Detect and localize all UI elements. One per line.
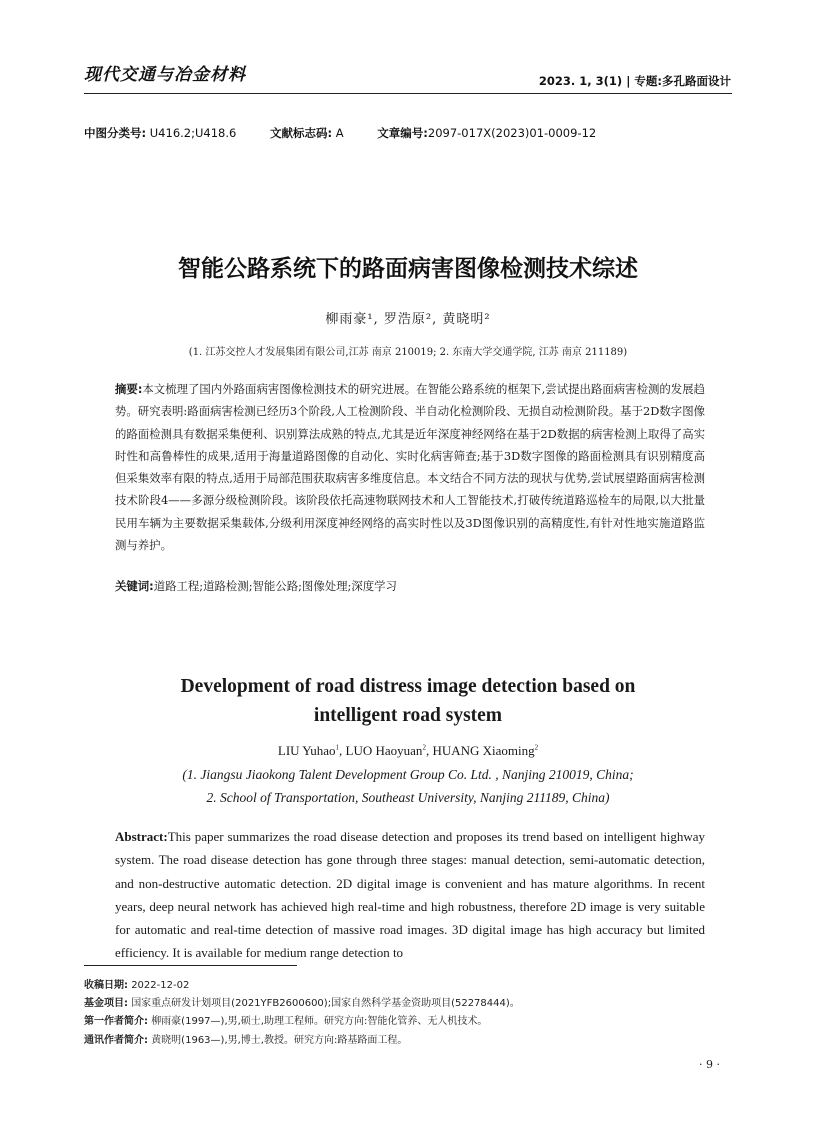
en-abstract-label: Abstract:: [115, 829, 168, 844]
footnote-corr-author: [84, 1031, 734, 1046]
en-abstract-text: This paper summarizes the road disease detection and proposes its trend based on intelligent highway system. The road disease detection has gone through three stages: manual detection, semi-automatic detection, and non-destructive automatic detection. 2D digital image is convenient and has mature algorithms. In recent years, deep neural network has achieved high real-time and high robustness, therefore 2D image is very suitable for automatic and real-time detection of massive road images. 3D digital image has high accuracy but limited efficiency. It is available for medium range detection to: [115, 829, 705, 961]
cn-affiliation: (1. 江苏交控人才发展集团有限公司,江苏 南京 210019; 2. 东南大学交通学院, 江苏 南京 211189): [188, 347, 628, 358]
en-author-1: LIU Yuhao: [277, 743, 336, 758]
en-title: [84, 672, 732, 730]
article-meta: [84, 125, 626, 141]
cn-abstract: [115, 378, 705, 556]
doc-code-value: A: [335, 126, 344, 140]
footnote-first-author: [84, 1012, 734, 1027]
cn-authors: 柳雨豪¹, 罗浩原², 黄晓明²: [325, 312, 491, 327]
first-author-label: 第一作者简介:: [84, 1016, 148, 1027]
article-no-label: 文章编号:: [377, 126, 428, 140]
en-authors: LIU Yuhao$^1$, LUO Haoyuan$^2$, HUANG Xiaoming$^2$: [277, 743, 539, 758]
cn-title: 智能公路系统下的路面病害图像检测技术综述: [178, 256, 638, 282]
en-title-line2: intelligent road system: [313, 705, 503, 726]
doc-code-label: 文献标志码:: [269, 126, 333, 140]
issue-info: 2023. 1, 3(1) | 专题:多孔路面设计: [538, 74, 731, 88]
cn-keywords-text: 道路工程;道路检测;智能公路;图像处理;深度学习: [153, 579, 397, 593]
en-affil-line2: 2. School of Transportation, Southeast University, Nanjing 211189, China): [206, 790, 610, 805]
clc-value: U416.2;U418.6: [149, 126, 237, 140]
en-author-3-sup: 2: [534, 743, 539, 752]
footnote-received: [84, 976, 734, 991]
en-affil-line1: (1. Jiangsu Jiaokong Talent Development Group Co. Ltd. , Nanjing 210019, China;: [182, 767, 634, 782]
en-author-1-sup: 1: [335, 743, 340, 752]
cn-keywords: [115, 578, 705, 594]
en-title-line1: Development of road distress image detection based on: [180, 676, 636, 697]
received-value: 2022-12-02: [131, 980, 190, 991]
cn-abstract-text: 本文梳理了国内外路面病害图像检测技术的研究进展。在智能公路系统的框架下,尝试提出路面病害检测的发展趋势。研究表明:路面病害检测已经历3个阶段,人工检测阶段、半自动化检测阶段、无损自动检测阶段。基于2D数字图像的路面检测具有数据采集便利、识别算法成熟的特点,尤其是近年深度神经网络在基于2D数据的病害检测上取得了高实时性和高鲁棒性的成果,适用于海量道路图像的自动化、实时化病害筛查;基于3D数字图像的路面检测具有识别精度高但采集效率有限的特点,适用于局部范围获取病害多维度信息。本文结合不同方法的现状与优势,尝试展望路面病害检测技术阶段4——多源分级检测阶段。该阶段依托高速物联网技术和人工智能技术,打破传统道路巡检车的局限,以大批量民用车辆为主要数据采集载体,分级利用深度神经网络的高实时性以及3D图像识别的高精度性,有针对性地实施道路监测与养护。: [115, 382, 705, 553]
article-no-value: 2097-017X(2023)01-0009-12: [427, 126, 597, 140]
fund-label: 基金项目:: [84, 998, 128, 1009]
corr-author-label: 通讯作者简介:: [84, 1035, 148, 1046]
en-abstract: [115, 825, 705, 965]
en-author-2: LUO Haoyuan: [345, 743, 423, 758]
en-affiliation: [84, 763, 732, 809]
en-author-2-sup: 2: [422, 743, 426, 752]
footnote-rule: [84, 965, 297, 966]
header-rule: [84, 93, 732, 94]
en-author-3: HUANG Xiaoming: [432, 743, 535, 758]
cn-keywords-label: 关键词:: [115, 579, 154, 593]
journal-logo: 现代交通与冶金材料: [84, 65, 246, 85]
received-label: 收稿日期:: [84, 980, 128, 991]
fund-value: 国家重点研发计划项目(2021YFB2600600);国家自然科学基金资助项目(52278444)。: [131, 998, 520, 1009]
corr-author-value: 黄晓明(1963—),男,博士,教授。研究方向:路基路面工程。: [151, 1035, 408, 1046]
cn-abstract-label: 摘要:: [115, 382, 143, 396]
page-number: · 9 ·: [699, 1058, 720, 1071]
first-author-value: 柳雨豪(1997—),男,硕士,助理工程师。研究方向:智能化管养、无人机技术。: [151, 1016, 488, 1027]
footnote-fund: [84, 994, 734, 1009]
clc-label: 中图分类号:: [84, 126, 147, 140]
